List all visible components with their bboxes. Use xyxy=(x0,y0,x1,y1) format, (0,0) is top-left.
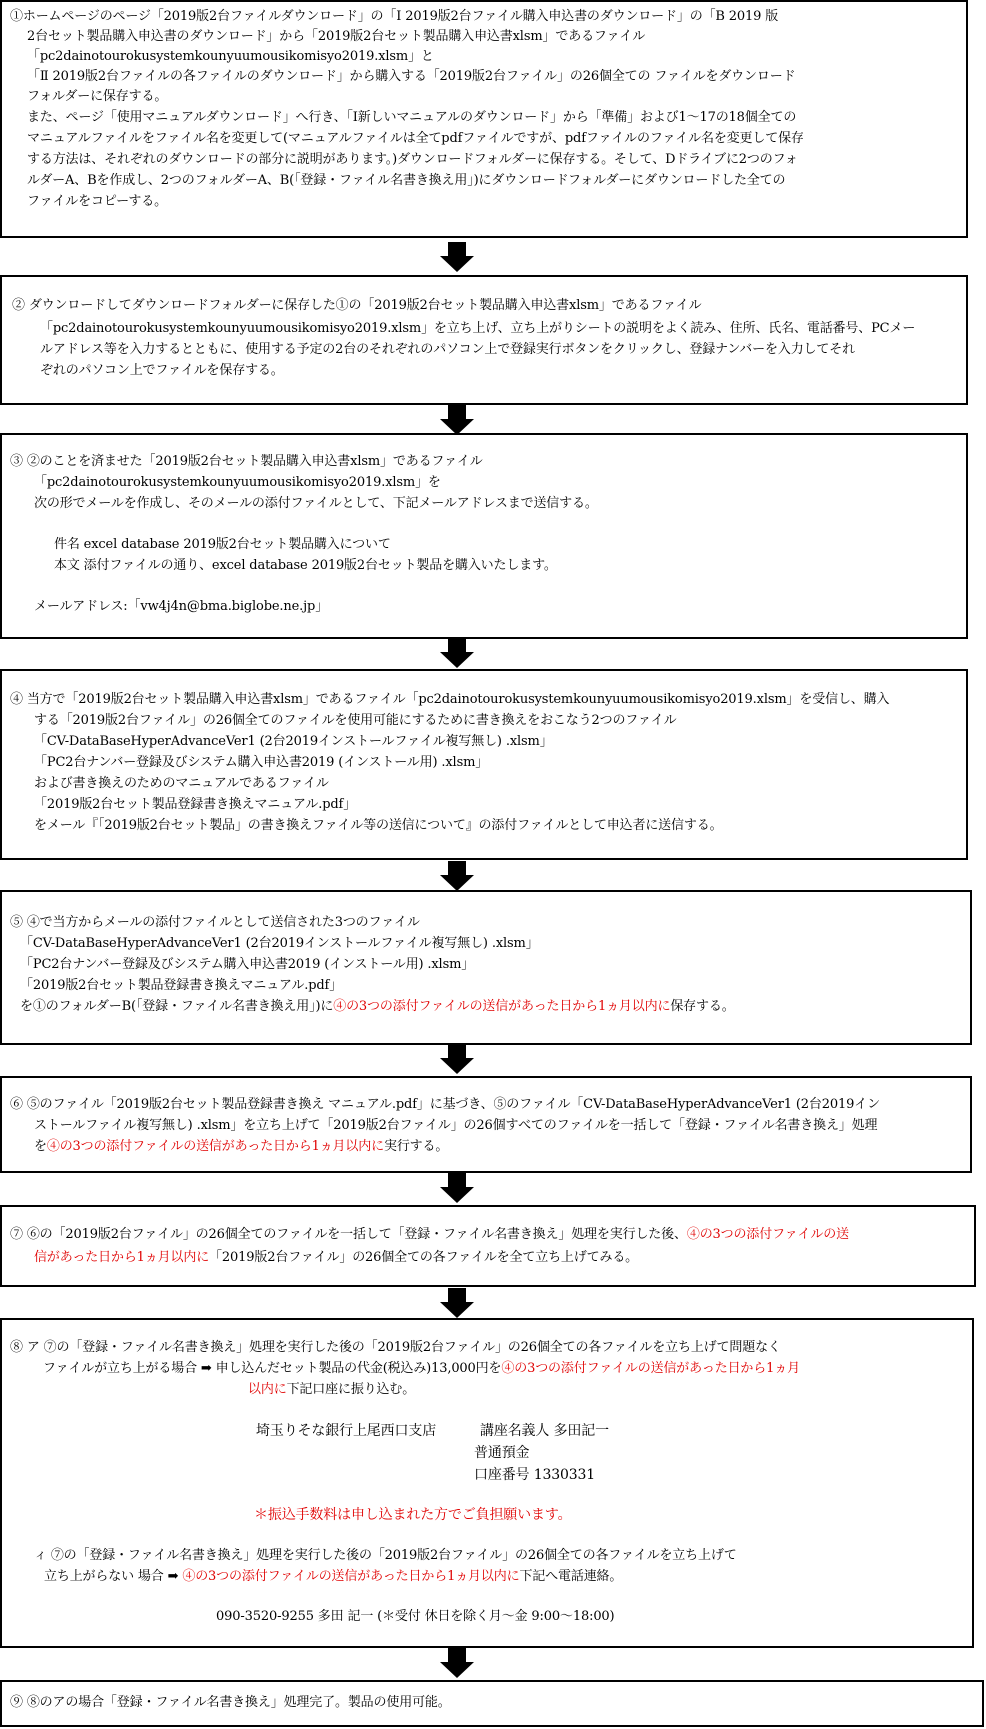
step5-line: 「CV-DataBaseHyperAdvanceVer1 (2台2019インストールファイル複写無し) .xlsm」 xyxy=(20,936,539,951)
step1-line: マニュアルファイルをファイル名を変更して(マニュアルファイルは全てpdfファイルですが、pdfファイルのファイル名を変更して保存 xyxy=(27,131,804,146)
step3-line: ③ ②のことを済ませた「2019版2台セット製品購入申込書xlsm」であるファイル xyxy=(10,454,483,469)
deadline-note: ④の3つの添付ファイルの送信があった日から1ヵ月以内に xyxy=(182,1569,520,1584)
step8-line xyxy=(43,1359,800,1379)
step5-text: を①のフォルダーB(「登録・ファイル名書き換え用」)に xyxy=(20,999,334,1014)
bank-name: 埼玉りそな銀行上尾西口支店 xyxy=(256,1423,437,1439)
step1-line: ルダーA、Bを作成し、2つのフォルダーA、B(「登録・ファイル名書き換え用」)にダウンロードフォルダーにダウンロードした全ての xyxy=(27,173,786,188)
deadline-note: ④の3つの添付ファイルの送 xyxy=(686,1227,849,1242)
step7-box xyxy=(0,1205,976,1287)
down-arrow-icon xyxy=(440,861,474,891)
account-number: 口座番号 1330331 xyxy=(474,1467,596,1483)
step8-text: 下記口座に振り込む。 xyxy=(286,1382,416,1397)
down-arrow-icon xyxy=(440,1288,474,1318)
step8-text: ファイルが立ち上がる場合 ➡ 申し込んだセット製品の代金(税込み)13,000円を xyxy=(43,1361,502,1376)
step7-line xyxy=(10,1225,849,1245)
down-arrow-icon xyxy=(440,1044,474,1074)
step6-line xyxy=(34,1137,448,1157)
step3-mail-body: 本文 添付ファイルの通り、excel database 2019版2台セット製品を購入いたします。 xyxy=(54,558,557,573)
deadline-note: ④の3つの添付ファイルの送信があった日から1ヵ月 xyxy=(501,1361,800,1376)
step6-line: ストールファイル複写無し) .xlsm」を立ち上げて「2019版2台ファイル」の26個すべてのファイルを一括して「登録・ファイル名書き換え」処理 xyxy=(34,1118,878,1133)
step8-text: 下記へ電話連絡。 xyxy=(519,1569,623,1584)
step4-line: 「2019版2台セット製品登録書き換えマニュアル.pdf」 xyxy=(34,797,357,812)
step1-line: フォルダーに保存する。 xyxy=(27,89,168,104)
deadline-note: 以内に xyxy=(248,1382,287,1397)
step4-line: する「2019版2台ファイル」の26個全てのファイルを使用可能にするために書き換えをおこなう2つのファイル xyxy=(34,713,677,728)
deadline-note: ④の3つの添付ファイルの送信があった日から1ヵ月以内に xyxy=(46,1139,384,1154)
step5-line: 「PC2台ナンバー登録及びシステム購入申込書2019 (インストール用) .xlsm」 xyxy=(20,957,475,972)
step6-text: 実行する。 xyxy=(383,1139,449,1154)
step6-text: を xyxy=(34,1139,47,1154)
step1-line: また、ページ「使用マニュアルダウンロード」へ行き、「Ⅰ新しいマニュアルのダウンロード」から「準備」および1～17の18個全ての xyxy=(27,110,797,125)
step2-line: ぞれのパソコン上でファイルを保存する。 xyxy=(40,363,284,378)
step8-line xyxy=(248,1380,415,1400)
step7-line xyxy=(34,1248,638,1268)
step5-line: ⑤ ④で当方からメールの添付ファイルとして送信された3つのファイル xyxy=(10,915,420,930)
account-type: 普通預金 xyxy=(474,1445,530,1461)
account-holder: 講座名義人 多田記一 xyxy=(480,1423,609,1439)
step4-line: 「PC2台ナンバー登録及びシステム購入申込書2019 (インストール用) .xlsm」 xyxy=(34,755,489,770)
step5-line: 「2019版2台セット製品登録書き換えマニュアル.pdf」 xyxy=(20,978,343,993)
step4-line: ④ 当方で「2019版2台セット製品購入申込書xlsm」であるファイル「pc2dainotourokusystemkounyuumousikomisyo2019.xlsm」を受信し、購入 xyxy=(10,692,890,707)
deadline-note: 信があった日から1ヵ月以内に xyxy=(34,1250,210,1265)
step5-text: 保存する。 xyxy=(670,999,735,1014)
step1-line: 「pc2dainotourokusystemkounyuumousikomisyo2019.xlsm」と xyxy=(27,49,434,64)
step1-line: する方法は、それぞれのダウンロードの部分に説明があります。)ダウンロードフォルダーに保存する。そして、Dドライブに2つのフォ xyxy=(27,152,798,167)
transfer-fee-note: ＊振込手数料は申し込まれた方でご負担願います。 xyxy=(254,1507,572,1523)
deadline-note: ④の3つの添付ファイルの送信があった日から1ヵ月以内に xyxy=(333,999,671,1014)
down-arrow-icon xyxy=(440,405,474,435)
step5-line xyxy=(20,997,735,1017)
step4-line: をメール『「2019版2台セット製品」の書き換えファイル等の送信について』の添付ファイルとして申込者に送信する。 xyxy=(34,818,723,833)
step7-text: 「2019版2台ファイル」の26個全ての各ファイルを全て立ち上げてみる。 xyxy=(209,1250,639,1265)
step3-line: 「pc2dainotourokusystemkounyuumousikomisyo2019.xlsm」を xyxy=(34,475,441,490)
step8-line xyxy=(44,1567,622,1587)
step3-mail-address: メールアドレス:「vw4j4n@bma.biglobe.ne.jp」 xyxy=(34,599,329,614)
step8-text: 立ち上がらない 場合 ➡ xyxy=(44,1569,183,1584)
step7-text: ⑦ ⑥の「2019版2台ファイル」の26個全てのファイルを一括して「登録・ファイル名書き換え」処理を実行した後、 xyxy=(10,1227,687,1242)
down-arrow-icon xyxy=(440,242,474,272)
step4-line: および書き換えのためのマニュアルであるファイル xyxy=(34,776,329,791)
down-arrow-icon xyxy=(440,638,474,668)
step4-line: 「CV-DataBaseHyperAdvanceVer1 (2台2019インストールファイル複写無し) .xlsm」 xyxy=(34,734,553,749)
step1-line: ①ホームページのページ「2019版2台ファイルダウンロード」の「Ⅰ 2019版2台ファイル購入申込書のダウンロード」の「B 2019 版 xyxy=(10,9,779,24)
step2-line: 「pc2dainotourokusystemkounyuumousikomisyo2019.xlsm」を立ち上げ、立ち上がりシートの説明をよく読み、住所、氏名、電話番号、PCメー xyxy=(40,321,916,336)
contact-phone: 090-3520-9255 多田 記一 (＊受付 休日を除く月～金 9:00～18:00) xyxy=(216,1609,615,1624)
step6-line: ⑥ ⑤のファイル「2019版2台セット製品登録書き換え マニュアル.pdf」に基づき、⑤のファイル「CV-DataBaseHyperAdvanceVer1 (2台2019イン xyxy=(10,1097,880,1112)
step2-line: ② ダウンロードしてダウンロードフォルダーに保存した①の「2019版2台セット製品購入申込書xlsm」であるファイル xyxy=(12,298,702,313)
step1-line: 2台セット製品購入申込書のダウンロード」から「2019版2台セット製品購入申込書xlsm」であるファイル xyxy=(27,29,646,44)
step2-line: ルアドレス等を入力するとともに、使用する予定の2台のそれぞれのパソコン上で登録実行ボタンをクリックし、登録ナンバーを入力してそれ xyxy=(40,342,855,357)
step8-line: ⑧ ア ⑦の「登録・ファイル名書き換え」処理を実行した後の「2019版2台ファイル」の26個全ての各ファイルを立ち上げて問題なく xyxy=(10,1340,781,1355)
step1-line: 「Ⅱ 2019版2台ファイルの各ファイルのダウンロード」から購入する「2019版2台ファイル」の26個全ての ファイルをダウンロード xyxy=(27,69,796,84)
down-arrow-icon xyxy=(440,1648,474,1678)
step1-line: ファイルをコピーする。 xyxy=(27,194,167,209)
down-arrow-icon xyxy=(440,1173,474,1203)
step3-line: 次の形でメールを作成し、そのメールの添付ファイルとして、下記メールアドレスまで送信する。 xyxy=(34,496,598,511)
step8-line: ィ ⑦の「登録・ファイル名書き換え」処理を実行した後の「2019版2台ファイル」の26個全ての各ファイルを立ち上げて xyxy=(34,1548,737,1563)
step3-mail-subject: 件名 excel database 2019版2台セット製品購入について xyxy=(54,537,391,552)
step9-line: ⑨ ⑧のアの場合「登録・ファイル名書き換え」処理完了。製品の使用可能。 xyxy=(10,1695,451,1710)
